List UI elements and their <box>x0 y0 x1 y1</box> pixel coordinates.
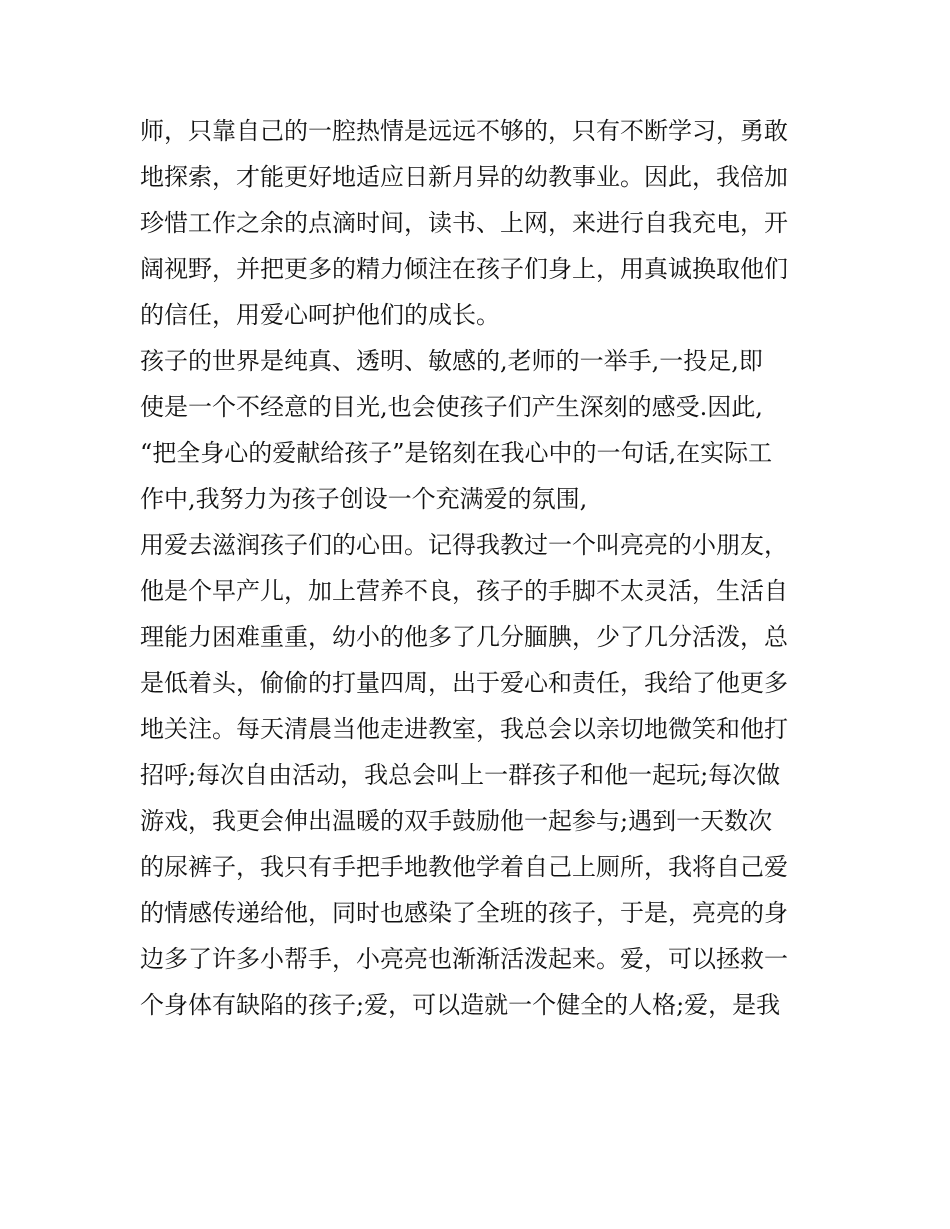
text-line: 的信任，用爱心呵护他们的成长。 <box>140 301 500 329</box>
body-text <box>140 108 830 1028</box>
text-line: 个身体有缺陷的孩子;爱，可以造就一个健全的人格;爱，是我 <box>140 991 781 1019</box>
text-line: 他是个早产儿，加上营养不良，孩子的手脚不太灵活，生活自 <box>140 577 788 605</box>
text-line: 地探索，才能更好地适应日新月异的幼教事业。因此，我倍加 <box>140 163 788 191</box>
text-line: 招呼;每次自由活动，我总会叫上一群孩子和他一起玩;每次做 <box>140 761 781 789</box>
text-line: 是低着头，偷偷的打量四周，出于爱心和责任，我给了他更多 <box>140 669 788 697</box>
text-line: “把全身心的爱献给孩子”是铭刻在我心中的一句话,在实际工 <box>140 439 773 467</box>
text-line: 边多了许多小帮手，小亮亮也渐渐活泼起来。爱，可以拯救一 <box>140 945 788 973</box>
text-line: 使是一个不经意的目光,也会使孩子们产生深刻的感受.因此, <box>140 393 763 421</box>
text-line: 的尿裤子，我只有手把手地教他学着自己上厕所，我将自己爱 <box>140 853 788 881</box>
text-line: 作中,我努力为孩子创设一个充满爱的氛围, <box>140 485 588 513</box>
text-line: 游戏，我更会伸出温暖的双手鼓励他一起参与;遇到一天数次 <box>140 807 773 835</box>
text-line: 孩子的世界是纯真、透明、敏感的,老师的一举手,一投足,即 <box>140 347 763 375</box>
text-line: 地关注。每天清晨当他走进教室，我总会以亲切地微笑和他打 <box>140 715 788 743</box>
text-line: 珍惜工作之余的点滴时间，读书、上网，来进行自我充电，开 <box>140 209 788 237</box>
text-line: 阔视野，并把更多的精力倾注在孩子们身上，用真诚换取他们 <box>140 255 788 283</box>
text-line: 理能力困难重重，幼小的他多了几分腼腆，少了几分活泼，总 <box>140 623 788 651</box>
text-line: 的情感传递给他，同时也感染了全班的孩子，于是，亮亮的身 <box>140 899 788 927</box>
text-line: 师，只靠自己的一腔热情是远远不够的，只有不断学习，勇敢 <box>140 117 788 145</box>
text-line: 用爱去滋润孩子们的心田。记得我教过一个叫亮亮的小朋友， <box>140 531 788 559</box>
